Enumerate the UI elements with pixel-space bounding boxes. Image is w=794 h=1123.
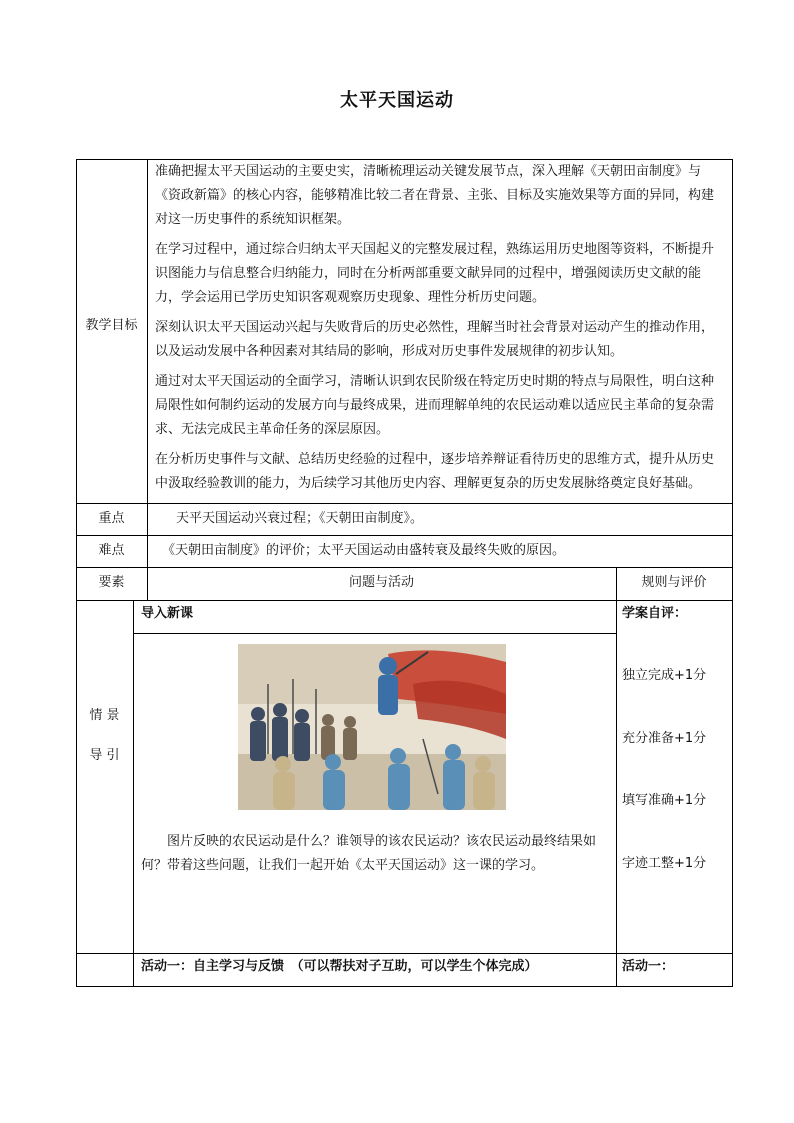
page-title: 太平天国运动: [340, 90, 454, 111]
taiping-painting: [238, 644, 506, 810]
rubric-title: 学案自评：: [622, 606, 688, 621]
activity1-heading: 活动一：自主学习与反馈 （可以帮扶对子互助，可以学生个体完成）: [141, 959, 538, 974]
key-points-label: 重点: [98, 511, 125, 526]
goal-paragraph-1: 准确把握太平天国运动的主要史实，清晰梳理运动关键发展节点，深入理解《天朝田亩制度》与《资政新篇》的核心内容，能够精准比较二者在背景、主张、目标及实施效果等方面的异同，构建对这一历史事件的系统知识框架。: [155, 164, 715, 227]
intro-section-label: 情 景 导 引: [89, 708, 120, 763]
goal-paragraph-4: 通过对太平天国运动的全面学习，清晰认识到农民阶级在特定历史时期的特点与局限性，明白这种局限性如何制约运动的发展方向与最终成果，进而理解单纯的农民运动难以适应民主革命的复杂需求、无法完成民主革命任务的深层原因。: [155, 374, 715, 437]
rubric-item: 填写准确+1分: [622, 793, 707, 808]
key-points-text: 天平天国运动兴衰过程；《天朝田亩制度》。: [176, 511, 424, 526]
difficulties-label: 难点: [98, 543, 125, 558]
activity1-eval: 活动一：: [622, 959, 675, 974]
rubric-item: 字迹工整+1分: [622, 856, 707, 871]
goals-label: 教学目标: [85, 318, 138, 333]
rubric-item: 充分准备+1分: [622, 731, 707, 746]
goals-content: [155, 160, 723, 502]
header-activities: 问题与活动: [348, 575, 414, 590]
goal-paragraph-2: 在学习过程中，通过综合归纳太平天国起义的完整发展过程，熟练运用历史地图等资料，不断提升识图能力与信息整合归纳能力，同时在分析两部重要文献异同的过程中，增强阅读历史文献的能力，学会运用已学历史知识客观观察历史现象、理性分析历史问题。: [155, 242, 715, 305]
header-elements: 要素: [98, 575, 125, 590]
goal-paragraph-5: 在分析历史事件与文献、总结历史经验的过程中，逐步培养辩证看待历史的思维方式，提升从历史中汲取经验教训的能力，为后续学习其他历史内容、理解更复杂的历史发展脉络奠定良好基础。: [155, 452, 715, 491]
rubric-item: 独立完成+1分: [622, 668, 707, 683]
difficulties-text: 《天朝田亩制度》的评价；太平天国运动由盛转衰及最终失败的原因。: [162, 543, 566, 558]
intro-question: 图片反映的农民运动是什么？谁领导的该农民运动？该农民运动最终结果如何？带着这些问题，让我们一起开始《太平天国运动》这一课的学习。: [141, 834, 597, 873]
intro-heading: 导入新课: [141, 606, 194, 621]
goal-paragraph-3: 深刻认识太平天国运动兴起与失败背后的历史必然性，理解当时社会背景对运动产生的推动作用，以及运动发展中各种因素对其结局的影响，形成对历史事件发展规律的初步认知。: [155, 320, 715, 359]
header-evaluation: 规则与评价: [641, 575, 707, 590]
